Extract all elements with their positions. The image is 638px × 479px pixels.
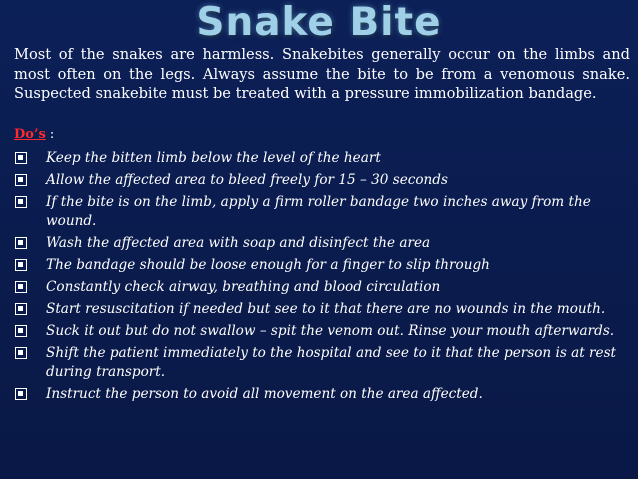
dos-heading <box>14 126 54 144</box>
intro-paragraph: Most of the snakes are harmless. Snakebites generally occur on the limbs and most often on the legs. Always assume the bite to be from a venomous snake. Suspected snakebite must be treated with a pressure immobilization bandage. <box>14 46 630 102</box>
list-item <box>0 322 638 341</box>
dos-colon: : <box>45 127 55 142</box>
list-item <box>0 149 638 168</box>
checkbox-square-icon <box>15 196 27 208</box>
list-item-text: Suck it out but do not swallow – spit the venom out. Rinse your mouth afterwards. <box>46 323 615 340</box>
list-item-text: The bandage should be loose enough for a finger to slip through <box>46 256 490 273</box>
list-item <box>0 344 638 381</box>
list-item <box>0 278 638 297</box>
slide-title: Snake Bite <box>196 0 442 45</box>
checkbox-square-icon <box>15 347 27 359</box>
list-item <box>0 256 638 275</box>
list-item-text: Allow the affected area to bleed freely for 15 – 30 seconds <box>46 172 448 189</box>
list-item <box>0 193 638 230</box>
checkbox-square-icon <box>15 388 27 400</box>
checkbox-square-icon <box>15 303 27 315</box>
list-item <box>0 171 638 190</box>
list-item <box>0 300 638 319</box>
dos-list <box>0 149 638 407</box>
list-item-text: Constantly check airway, breathing and blood circulation <box>46 279 441 296</box>
list-item-text: Keep the bitten limb below the level of the heart <box>46 150 381 166</box>
list-item-text: Shift the patient immediately to the hospital and see to it that the person is at rest during transport. <box>46 345 617 380</box>
checkbox-square-icon <box>15 281 27 293</box>
checkbox-square-icon <box>15 325 27 337</box>
checkbox-square-icon <box>15 237 27 249</box>
list-item-text: Wash the affected area with soap and disinfect the area <box>46 234 431 251</box>
list-item <box>0 234 638 253</box>
checkbox-square-icon <box>15 152 27 164</box>
checkbox-square-icon <box>15 174 27 186</box>
list-item-text: If the bite is on the limb, apply a firm roller bandage two inches away from the wound. <box>46 194 591 229</box>
list-item-text: Start resuscitation if needed but see to it that there are no wounds in the mouth. <box>46 301 606 318</box>
dos-label: Do’s <box>14 127 46 142</box>
list-item-text: Instruct the person to avoid all movement on the area affected. <box>46 386 483 403</box>
list-item <box>0 385 638 404</box>
checkbox-square-icon <box>15 259 27 271</box>
